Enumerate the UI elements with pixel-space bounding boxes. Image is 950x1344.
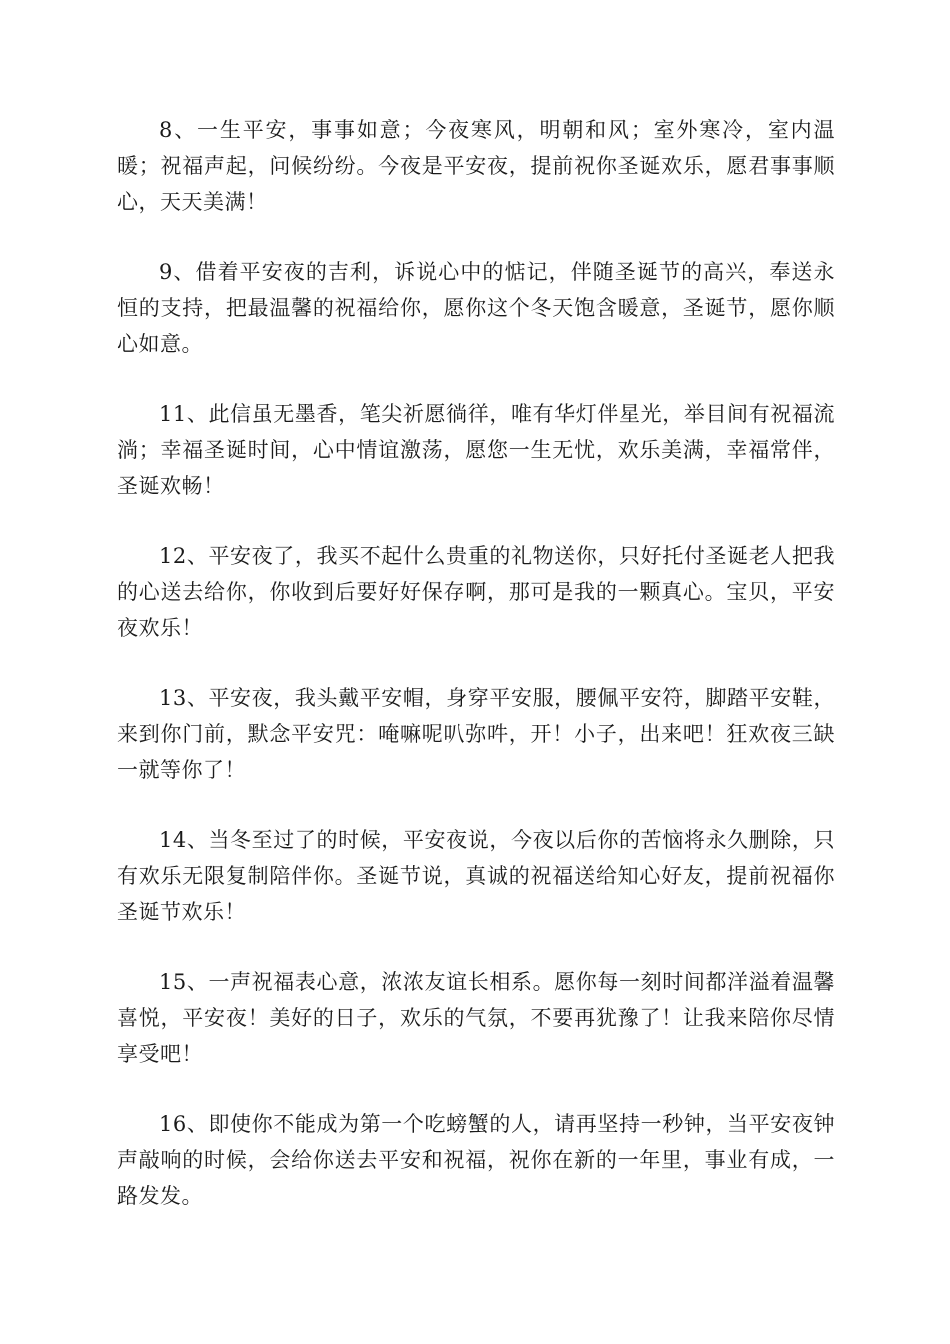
paragraph-13: 13、平安夜，我头戴平安帽，身穿平安服，腰佩平安符，脚踏平安鞋，来到你门前，默念平安咒：唵嘛呢叭弥吽，开！小子，出来吧！狂欢夜三缺一就等你了！ — [117, 686, 835, 782]
paragraph-14: 14、当冬至过了的时候，平安夜说，今夜以后你的苦恼将永久删除，只有欢乐无限复制陪伴你。圣诞节说，真诚的祝福送给知心好友，提前祝福你圣诞节欢乐！ — [117, 828, 835, 924]
document-body — [117, 112, 835, 1248]
paragraph-9: 9、借着平安夜的吉利，诉说心中的惦记，伴随圣诞节的高兴，奉送永恒的支持，把最温馨的祝福给你，愿你这个冬天饱含暖意，圣诞节，愿你顺心如意。 — [117, 260, 835, 356]
paragraph-12: 12、平安夜了，我买不起什么贵重的礼物送你，只好托付圣诞老人把我的心送去给你，你收到后要好好保存啊，那可是我的一颗真心。宝贝，平安夜欢乐！ — [117, 544, 835, 640]
paragraph-16: 16、即使你不能成为第一个吃螃蟹的人，请再坚持一秒钟，当平安夜钟声敲响的时候，会给你送去平安和祝福，祝你在新的一年里，事业有成，一路发发。 — [117, 1112, 835, 1208]
paragraph-11: 11、此信虽无墨香，笔尖祈愿徜徉，唯有华灯伴星光，举目间有祝福流淌；幸福圣诞时间，心中情谊激荡，愿您一生无忧，欢乐美满，幸福常伴，圣诞欢畅！ — [117, 402, 835, 498]
paragraph-8: 8、一生平安，事事如意；今夜寒风，明朝和风；室外寒冷，室内温暖；祝福声起，问候纷纷。今夜是平安夜，提前祝你圣诞欢乐，愿君事事顺心，天天美满！ — [117, 118, 835, 214]
paragraph-15: 15、一声祝福表心意，浓浓友谊长相系。愿你每一刻时间都洋溢着温馨喜悦，平安夜！美好的日子，欢乐的气氛，不要再犹豫了！让我来陪你尽情享受吧！ — [117, 970, 835, 1066]
